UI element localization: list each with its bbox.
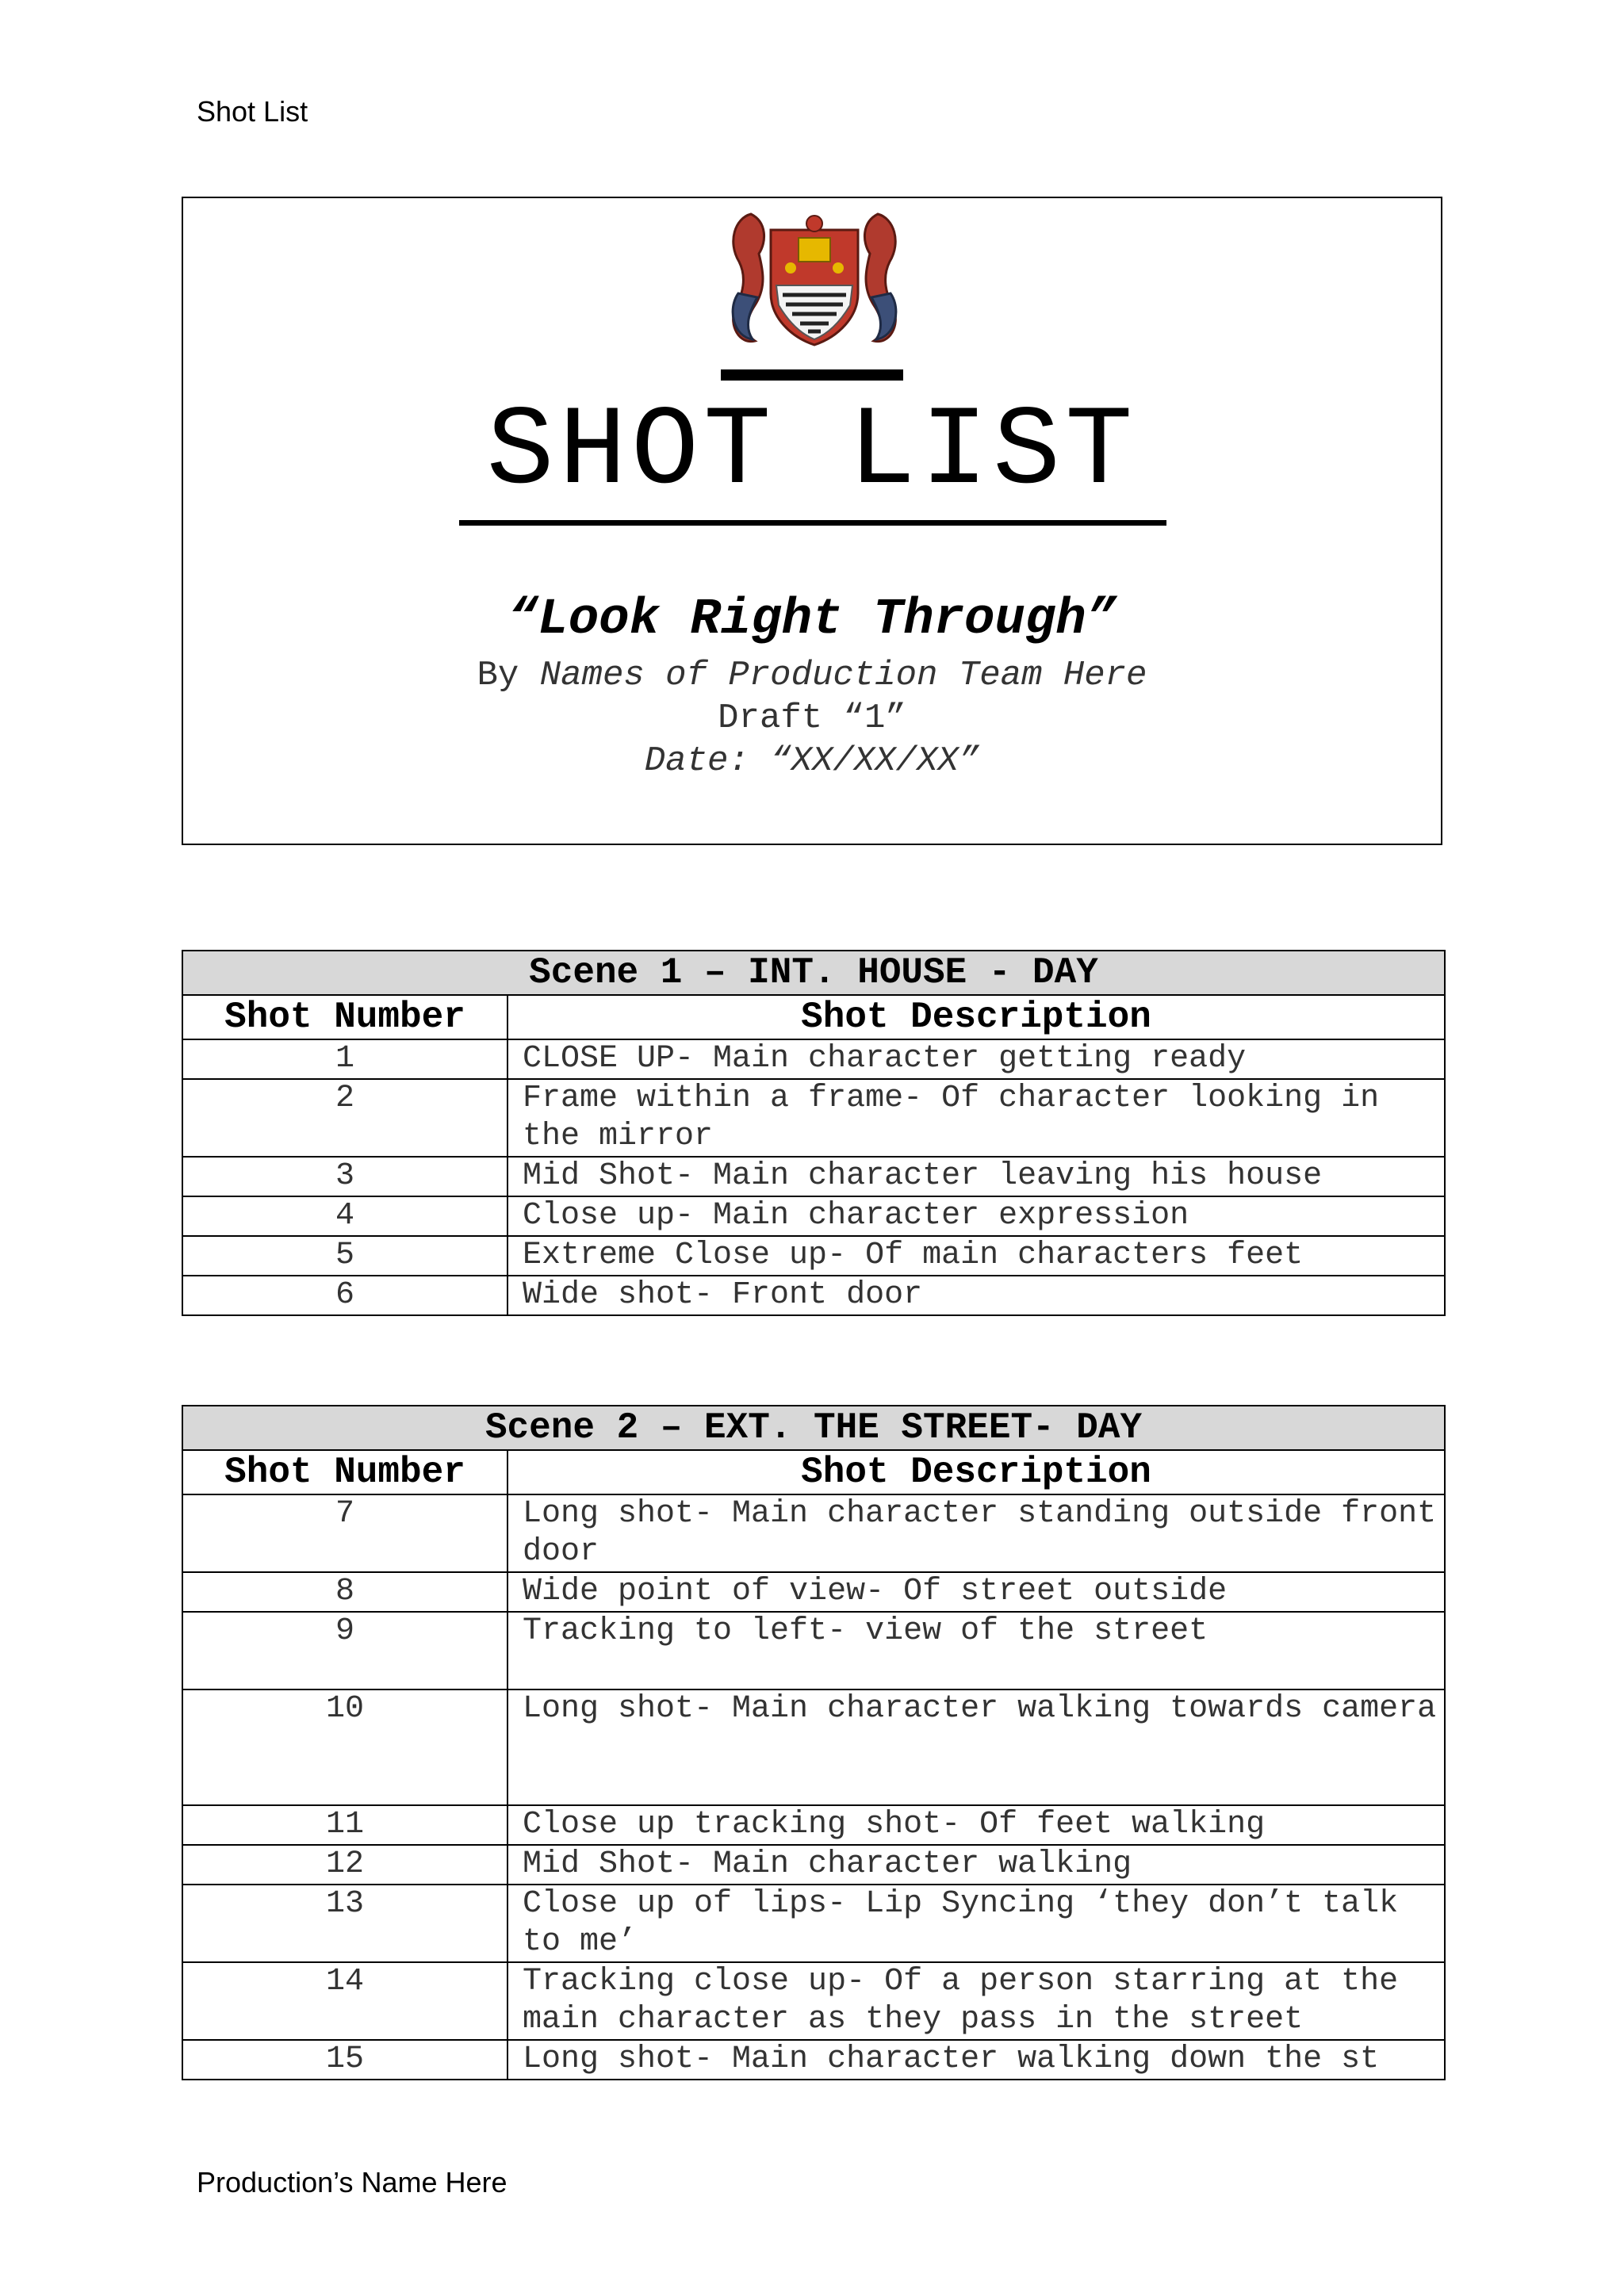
shot-description-cell: Tracking close up- Of a person starring at the main character as they pass in the street	[508, 1962, 1445, 2040]
table-row	[182, 1196, 1445, 1236]
shot-number-cell: 7	[182, 1494, 508, 1572]
shot-number-cell: 12	[182, 1845, 508, 1885]
credits-line	[183, 658, 1441, 693]
page-footer: Production’s Name Here	[197, 2166, 508, 2198]
column-header-shot-description: Shot Description	[508, 1450, 1445, 1494]
crest-bar-divider	[721, 369, 903, 381]
shot-number-cell: 15	[182, 2040, 508, 2080]
table-row	[182, 1494, 1445, 1572]
scene-heading: Scene 2 – EXT. THE STREET- DAY	[182, 1406, 1445, 1450]
table-row	[182, 1962, 1445, 2040]
shot-description-cell: Wide shot- Front door	[508, 1276, 1445, 1315]
shot-description-cell: Mid Shot- Main character leaving his house	[508, 1157, 1445, 1196]
shot-number-cell: 10	[182, 1689, 508, 1805]
credits-names: Names of Production Team Here	[539, 656, 1147, 695]
table-row	[182, 1689, 1445, 1805]
scene-2-rows	[182, 1494, 1456, 2080]
shot-number-cell: 14	[182, 1962, 508, 2040]
shot-description-cell: Extreme Close up- Of main characters feet	[508, 1236, 1445, 1276]
table-row	[182, 1079, 1445, 1157]
shot-description-cell: Long shot- Main character walking down the st	[508, 2040, 1445, 2080]
column-header-shot-number: Shot Number	[182, 995, 508, 1039]
title-block	[182, 197, 1442, 845]
shot-number-cell: 8	[182, 1572, 508, 1612]
shot-number-cell: 6	[182, 1276, 508, 1315]
shot-number-cell: 4	[182, 1196, 508, 1236]
shot-description-cell: Long shot- Main character standing outside front door	[508, 1494, 1445, 1572]
shot-number-cell: 9	[182, 1612, 508, 1689]
shot-description-cell: Long shot- Main character walking towards camera	[508, 1689, 1445, 1805]
page-title: SHOT LIST	[486, 388, 1138, 516]
table-row	[182, 1845, 1445, 1885]
title-underline	[459, 520, 1166, 526]
table-row	[182, 1157, 1445, 1196]
shot-description-cell: Tracking to left- view of the street	[508, 1612, 1445, 1689]
shot-number-cell: 13	[182, 1885, 508, 1962]
table-row	[182, 1612, 1445, 1689]
draft-line: Draft “1”	[718, 698, 906, 738]
scene-1-rows	[182, 1039, 1445, 1315]
shot-number-cell: 5	[182, 1236, 508, 1276]
shot-description-cell: Frame within a frame- Of character looking in the mirror	[508, 1079, 1445, 1157]
table-row	[182, 1572, 1445, 1612]
shot-description-cell: CLOSE UP- Main character getting ready	[508, 1039, 1445, 1079]
shot-description-cell: Close up- Main character expression	[508, 1196, 1445, 1236]
page-header: Shot List	[197, 95, 308, 128]
shot-description-cell: Wide point of view- Of street outside	[508, 1572, 1445, 1612]
shot-description-cell: Close up of lips- Lip Syncing ‘they don’t talk to me’	[508, 1885, 1445, 1962]
film-title: “Look Right Through”	[507, 591, 1117, 649]
table-row	[182, 1805, 1445, 1845]
shot-description-cell: Close up tracking shot- Of feet walking	[508, 1805, 1445, 1845]
shot-number-cell: 3	[182, 1157, 508, 1196]
scene-heading: Scene 1 – INT. HOUSE - DAY	[182, 951, 1445, 995]
shot-number-cell: 2	[182, 1079, 508, 1157]
column-header-shot-number: Shot Number	[182, 1450, 508, 1494]
shot-number-cell: 1	[182, 1039, 508, 1079]
shot-number-cell: 11	[182, 1805, 508, 1845]
scene-1-table	[182, 950, 1446, 1316]
table-row	[182, 1276, 1445, 1315]
crest-logo	[719, 198, 910, 349]
credits-prefix: By	[477, 656, 540, 695]
table-row	[182, 1039, 1445, 1079]
table-row	[182, 2040, 1445, 2080]
date-line: Date: “XX/XX/XX”	[644, 741, 980, 781]
shot-description-cell: Mid Shot- Main character walking	[508, 1845, 1445, 1885]
table-row	[182, 1236, 1445, 1276]
table-row	[182, 1885, 1445, 1962]
scene-2-table	[182, 1405, 1456, 2080]
column-header-shot-description: Shot Description	[508, 995, 1445, 1039]
